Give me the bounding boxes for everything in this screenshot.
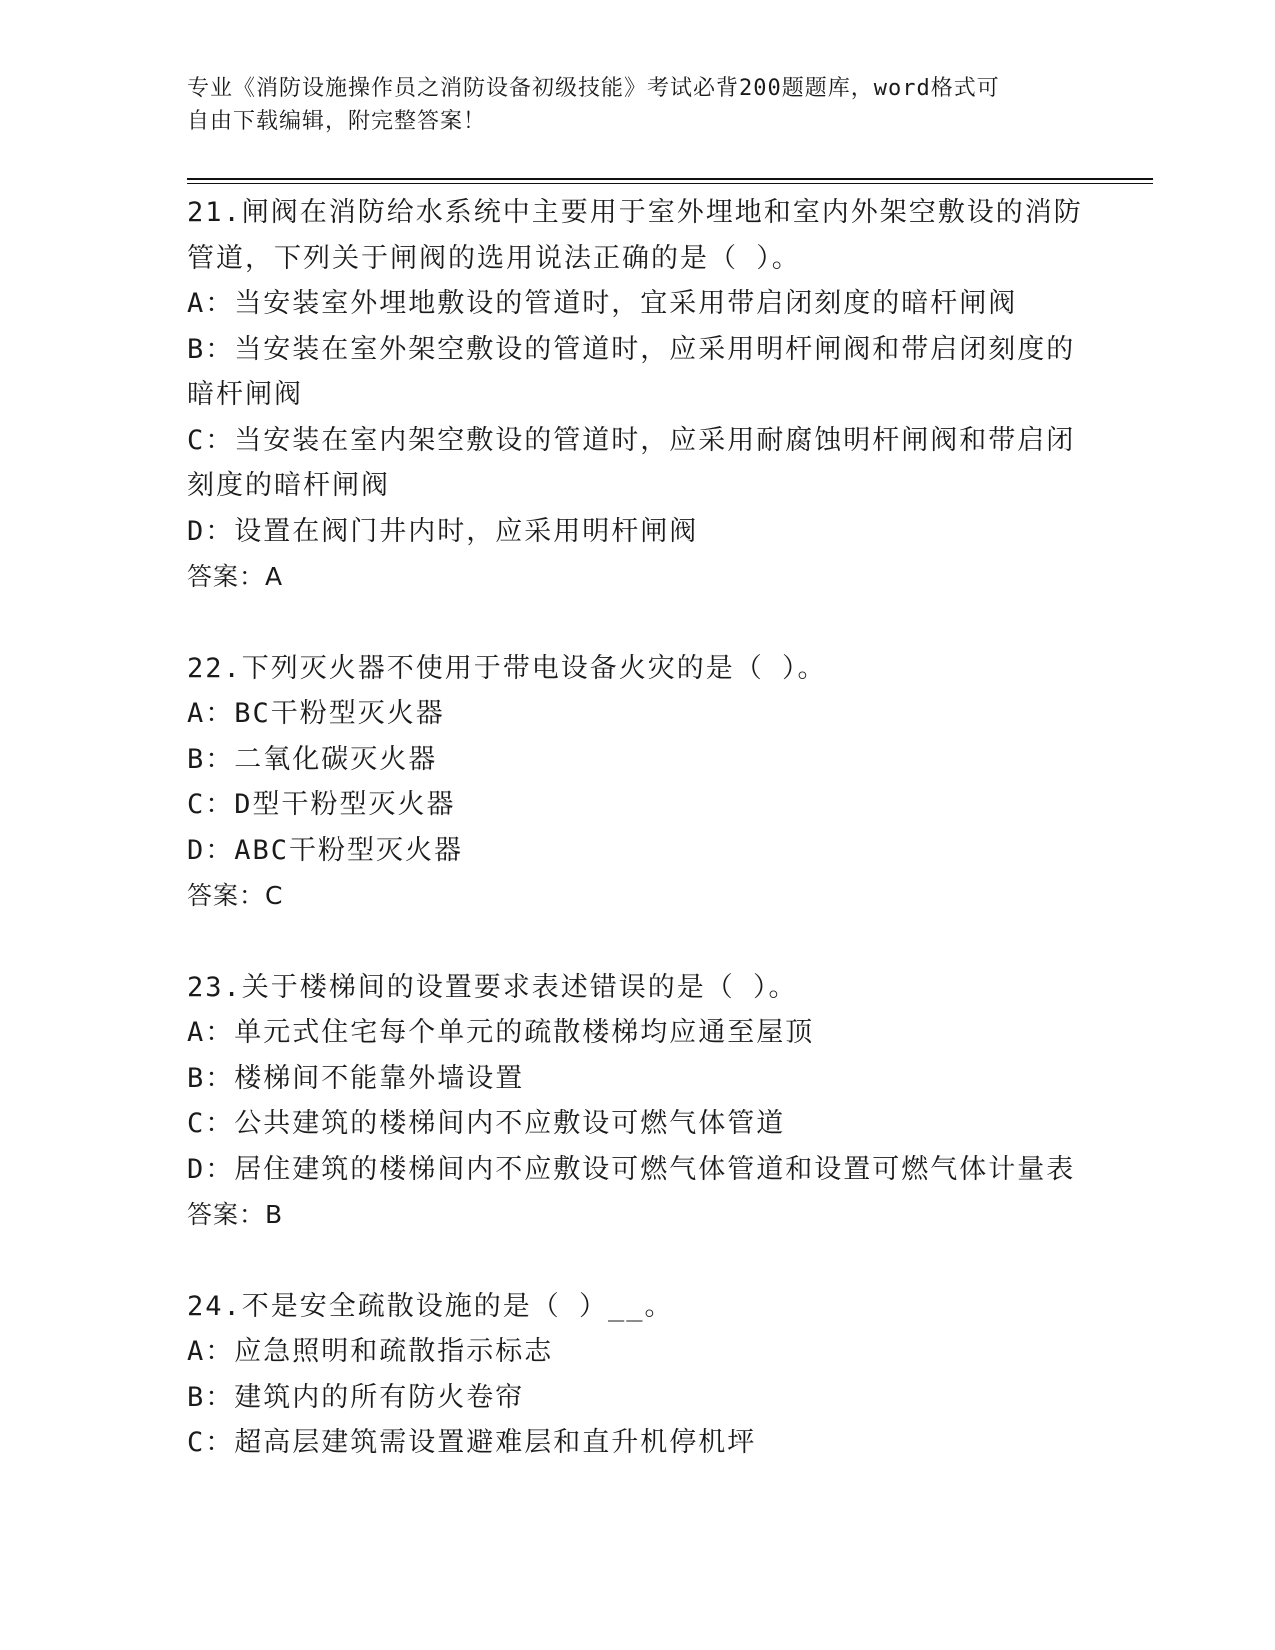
option-b: B：楼梯间不能靠外墙设置 (187, 1062, 525, 1094)
option-a: A：BC干粉型灭火器 (187, 698, 445, 729)
answer: 答案：B (187, 1200, 284, 1229)
answer: 答案：A (187, 562, 284, 591)
option-b: B：二氧化碳灭火器 (187, 743, 438, 775)
question-list (187, 190, 1127, 1512)
option-a: A：当安装室外埋地敷设的管道时，宜采用带启闭刻度的暗杆闸阀 (187, 288, 1018, 319)
question-stem: 24.不是安全疏散设施的是（ ）__。 (187, 1290, 674, 1322)
question-23 (187, 965, 1127, 1238)
option-d: D：居住建筑的楼梯间内不应敷设可燃气体管道和设置可燃气体计量表 (187, 1153, 1076, 1185)
option-b-continued: 暗杆闸阀 (187, 379, 303, 410)
option-a: A：应急照明和疏散指示标志 (187, 1336, 554, 1367)
header-line-1: 专业《消防设施操作员之消防设备初级技能》考试必背200题题库，word格式可 (187, 76, 1000, 101)
option-d: D：ABC干粉型灭火器 (187, 834, 464, 866)
question-24 (187, 1284, 1127, 1466)
option-b: B：建筑内的所有防火卷帘 (187, 1381, 525, 1413)
question-22 (187, 646, 1127, 919)
option-b: B：当安装在室外架空敷设的管道时，应采用明杆闸阀和带启闭刻度的 (187, 333, 1076, 365)
option-c: C：当安装在室内架空敷设的管道时，应采用耐腐蚀明杆闸阀和带启闭 (187, 424, 1076, 456)
option-d: D：设置在阀门井内时，应采用明杆闸阀 (187, 515, 699, 547)
header-divider-thin (187, 183, 1153, 184)
option-c: C：超高层建筑需设置避难层和直升机停机坪 (187, 1427, 757, 1458)
header-line-2: 自由下载编辑，附完整答案！ (187, 109, 487, 134)
question-stem-continued: 管道，下列关于闸阀的选用说法正确的是（ ）。 (187, 242, 801, 274)
question-stem: 22.下列灭火器不使用于带电设备火灾的是（ ）。 (187, 652, 827, 684)
answer: 答案：C (187, 881, 284, 910)
option-a: A：单元式住宅每个单元的疏散楼梯均应通至屋顶 (187, 1017, 815, 1048)
question-stem: 23.关于楼梯间的设置要求表述错误的是（ ）。 (187, 971, 798, 1003)
question-21 (187, 190, 1127, 600)
option-c: C：公共建筑的楼梯间内不应敷设可燃气体管道 (187, 1108, 786, 1139)
question-stem: 21.闸阀在消防给水系统中主要用于室外埋地和室内外架空敷设的消防 (187, 197, 1083, 228)
header-divider-thick (187, 178, 1153, 180)
document-header (187, 72, 1087, 138)
option-c: C：D型干粉型灭火器 (187, 789, 456, 820)
option-c-continued: 刻度的暗杆闸阀 (187, 470, 390, 501)
